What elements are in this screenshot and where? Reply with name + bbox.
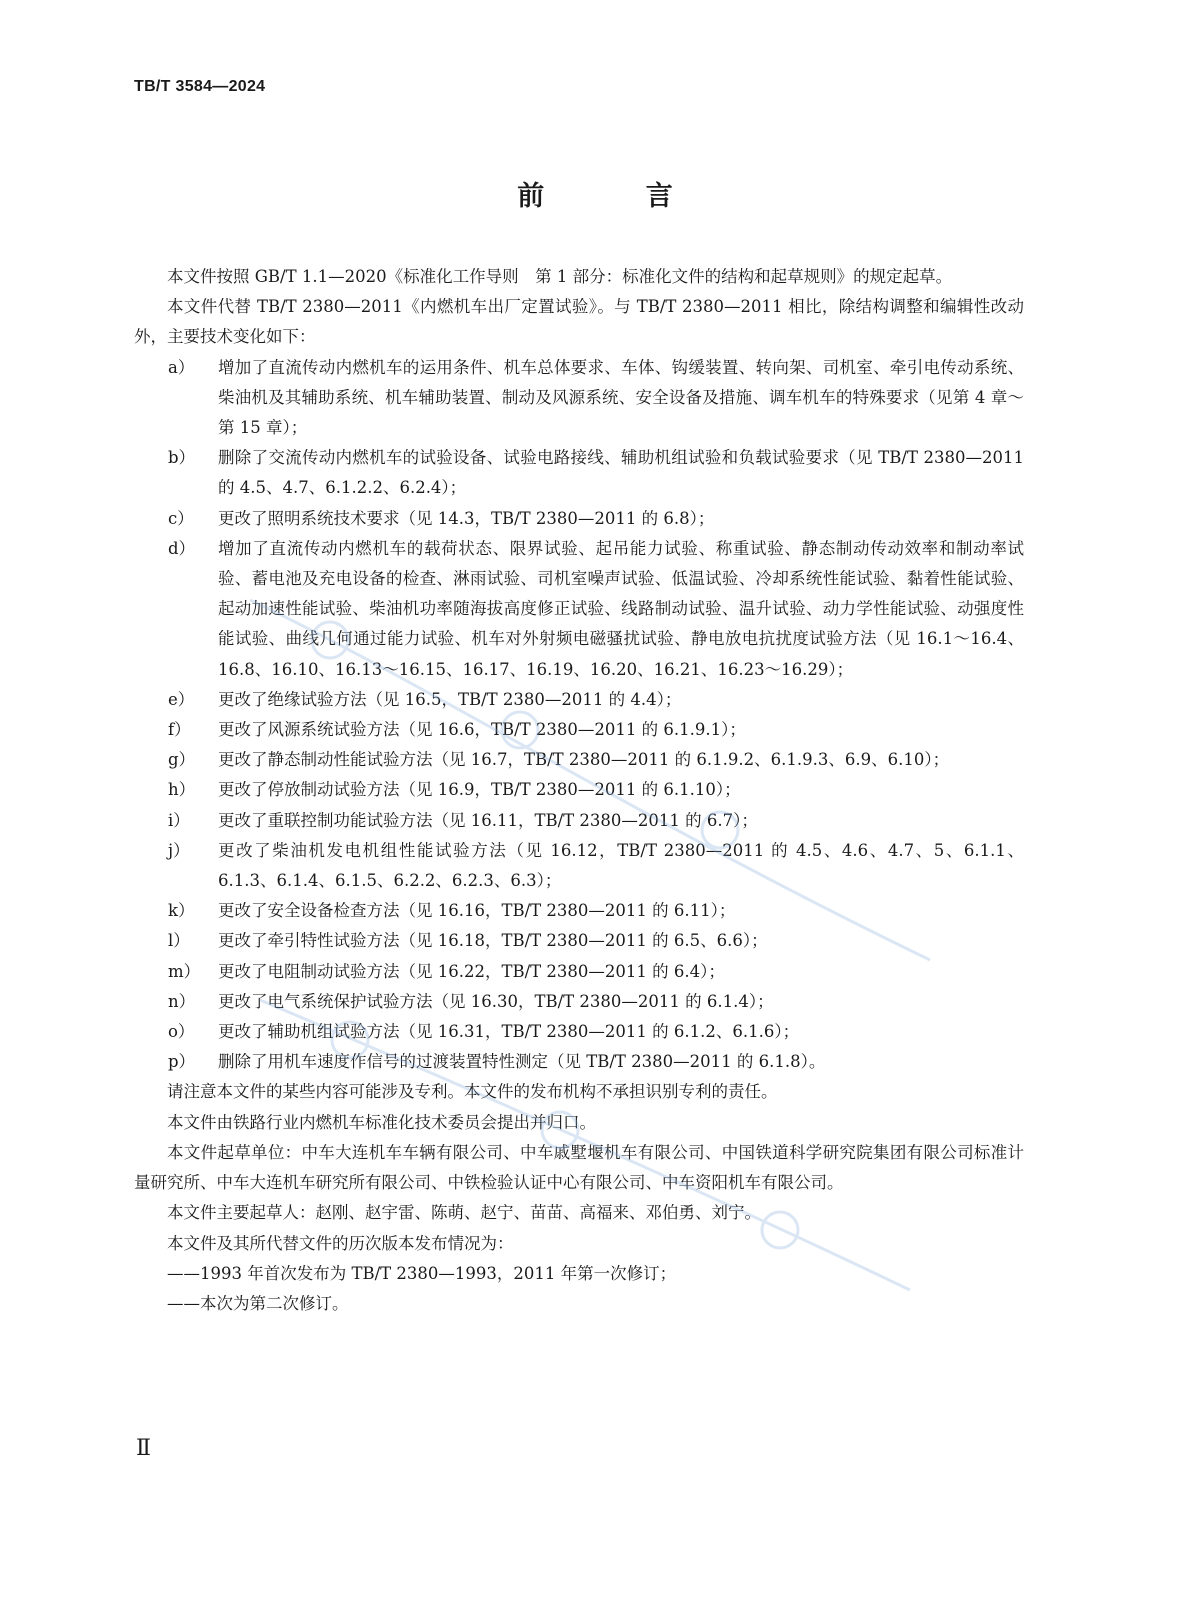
list-item-label: i）: [168, 810, 190, 830]
list-item-text: 增加了直流传动内燃机车的载荷状态、限界试验、起吊能力试验、称重试验、静态制动传动效率和制动率试验、蓄电池及充电设备的检查、淋雨试验、司机室噪声试验、低温试验、冷却系统性能试验、黏着性能试验、起动加速性能试验、柴油机功率随海拔高度修正试验、线路制动试验、温升试验、动力学性能试验、动强度性能试验、曲线几何通过能力试验、机车对外射频电磁骚扰试验、静电放电抗扰度试验方法（见 16.1～16.4、16.8、16.10、16.13～16.15、16.17、16.19、16.20、16.21、16.23～16.29）；: [218, 538, 1024, 679]
list-item-label: f）: [168, 720, 191, 740]
list-item: [134, 715, 1024, 745]
list-item: [134, 685, 1024, 715]
list-item-text: 更改了风源系统试验方法（见 16.6，TB/T 2380—2011 的 6.1.9.1）；: [218, 720, 746, 740]
list-item-label: a）: [168, 357, 195, 377]
page-number: Ⅱ: [136, 1436, 151, 1461]
list-item-label: n）: [168, 991, 196, 1011]
list-item: [134, 957, 1024, 987]
list-item-label: p）: [168, 1052, 196, 1072]
page-title: 前 言: [517, 181, 719, 212]
list-item-label: m）: [168, 961, 201, 981]
list-item: [134, 896, 1024, 926]
version-history-item: ——1993 年首次发布为 TB/T 2380—1993，2011 年第一次修订；: [167, 1263, 677, 1283]
list-item: [134, 443, 1024, 503]
list-item-label: c）: [168, 508, 194, 528]
list-item-label: l）: [168, 931, 190, 951]
document-body: [134, 262, 1024, 1319]
list-item: [134, 1017, 1024, 1047]
version-history-intro: 本文件及其所代替文件的历次版本发布情况为：: [167, 1233, 514, 1253]
list-item-label: g）: [168, 750, 196, 770]
changes-list: [134, 353, 1024, 1078]
list-item-text: 更改了停放制动试验方法（见 16.9，TB/T 2380—2011 的 6.1.10）；: [218, 780, 741, 800]
list-item-label: o）: [168, 1022, 195, 1042]
list-item: [134, 504, 1024, 534]
list-item-text: 更改了牵引特性试验方法（见 16.18，TB/T 2380—2011 的 6.5、6.6）；: [218, 931, 768, 951]
list-item-label: b）: [168, 448, 196, 468]
list-item: [134, 745, 1024, 775]
list-item-text: 更改了重联控制功能试验方法（见 16.11，TB/T 2380—2011 的 6.7）；: [218, 810, 758, 830]
drafting-units: 本文件起草单位：中车大连机车车辆有限公司、中车戚墅堰机车有限公司、中国铁道科学研究院集团有限公司标准计量研究所、中车大连机车研究所有限公司、中铁检验认证中心有限公司、中车资阳机车有限公司。: [134, 1142, 1024, 1193]
list-item: [134, 806, 1024, 836]
list-item-label: j）: [168, 840, 190, 860]
proposer-statement: 本文件由铁路行业内燃机车标准化技术委员会提出并归口。: [167, 1112, 596, 1132]
list-item-text: 更改了柴油机发电机组性能试验方法（见 16.12，TB/T 2380—2011 的 4.5、4.6、4.7、5、6.1.1、6.1.3、6.1.4、6.1.5、6.2.2、6.2.3、6.3）；: [218, 840, 1024, 891]
list-item-text: 更改了电阻制动试验方法（见 16.22，TB/T 2380—2011 的 6.4）；: [218, 961, 725, 981]
list-item-label: k）: [168, 901, 195, 921]
list-item: [134, 926, 1024, 956]
intro-paragraph: 本文件按照 GB/T 1.1—2020《标准化工作导则 第 1 部分：标准化文件的结构和起草规则》的规定起草。: [167, 267, 953, 286]
list-item-text: 增加了直流传动内燃机车的运用条件、机车总体要求、车体、钩缓装置、转向架、司机室、牵引电传动系统、柴油机及其辅助系统、机车辅助装置、制动及风源系统、安全设备及措施、调车机车的特殊要求（见第 4 章～第 15 章）；: [218, 357, 1024, 438]
list-item: [134, 775, 1024, 805]
document-code: TB/T 3584—2024: [134, 78, 266, 95]
patent-notice: 请注意本文件的某些内容可能涉及专利。本文件的发布机构不承担识别专利的责任。: [167, 1082, 778, 1102]
version-history-item: ——本次为第二次修订。: [167, 1293, 349, 1313]
list-item-text: 更改了电气系统保护试验方法（见 16.30，TB/T 2380—2011 的 6.1.4）；: [218, 991, 774, 1011]
main-drafters: 本文件主要起草人：赵刚、赵宇雷、陈萌、赵宁、苗苗、高福来、邓伯勇、刘宁。: [167, 1203, 761, 1223]
list-item: [134, 353, 1024, 444]
list-item-label: e）: [168, 689, 195, 709]
list-item-text: 更改了静态制动性能试验方法（见 16.7，TB/T 2380—2011 的 6.1.9.2、6.1.9.3、6.9、6.10）；: [218, 750, 950, 770]
list-item: [134, 836, 1024, 896]
list-item-text: 更改了安全设备检查方法（见 16.16，TB/T 2380—2011 的 6.11）；: [218, 901, 736, 921]
list-item: [134, 534, 1024, 685]
list-item-text: 删除了交流传动内燃机车的试验设备、试验电路接线、辅助机组试验和负载试验要求（见 TB/T 2380—2011 的 4.5、4.7、6.1.2.2、6.2.4）；: [218, 448, 1024, 498]
intro-paragraph: 本文件代替 TB/T 2380—2011《内燃机车出厂定置试验》。与 TB/T 2380—2011 相比，除结构调整和编辑性改动外，主要技术变化如下：: [134, 297, 1024, 347]
list-item: [134, 1047, 1024, 1077]
list-item-label: h）: [168, 780, 196, 800]
list-item-text: 更改了照明系统技术要求（见 14.3，TB/T 2380—2011 的 6.8）；: [218, 508, 715, 528]
list-item-text: 更改了绝缘试验方法（见 16.5，TB/T 2380—2011 的 4.4）；: [218, 689, 682, 709]
list-item: [134, 987, 1024, 1017]
list-item-label: d）: [168, 538, 196, 558]
list-item-text: 删除了用机车速度作信号的过渡装置特性测定（见 TB/T 2380—2011 的 6.1.8）。: [218, 1052, 826, 1072]
list-item-text: 更改了辅助机组试验方法（见 16.31，TB/T 2380—2011 的 6.1.2、6.1.6）；: [218, 1022, 800, 1042]
